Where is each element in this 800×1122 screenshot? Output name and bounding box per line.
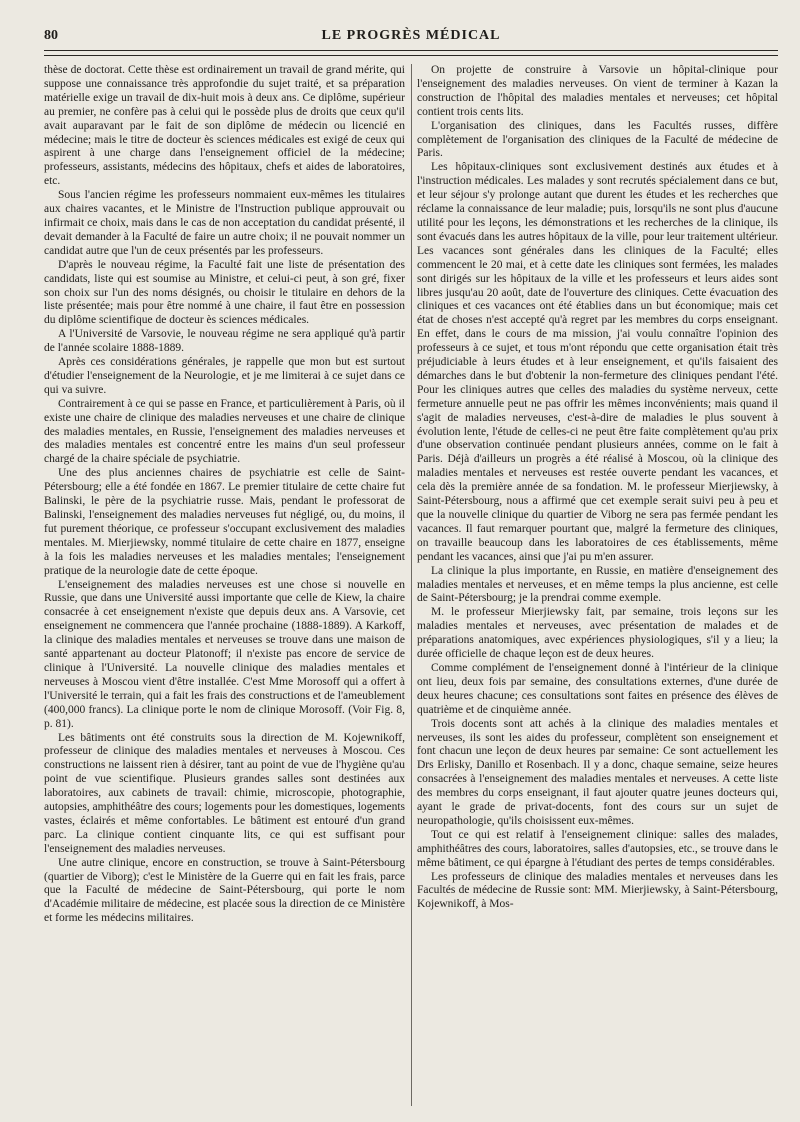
paragraph: A l'Université de Varsovie, le nouveau régime ne sera appliqué qu'à partir de l'année scolaire 1888-1889. [44,328,405,355]
paragraph: On projette de construire à Varsovie un hôpital-clinique pour l'enseignement des maladies nerveuses. On vient de terminer à Kazan la construction de l'hôpital des maladies mentales et nerveuses; cet hôpital contient trois cents lits. [417,64,778,118]
paragraph: Après ces considérations générales, je rappelle que mon but est surtout d'étudier l'enseignement de la Neurologie, et je me limiterai à ce sujet dans ce qui va suivre. [44,356,405,396]
text-columns [44,64,778,1106]
paragraph: M. le professeur Mierjiewsky fait, par semaine, trois leçons sur les maladies mentales et nerveuses, avec présentation de malades et de préparations anatomiques, avec expériences physiologiques, s'il y a lieu; la durée officielle de chaque leçon est de deux heures. [417,606,778,661]
paragraph: L'enseignement des maladies nerveuses est une chose si nouvelle en Russie, que dans une Université aussi importante que celle de Kiew, la chaire consacrée à cet enseignement n'existe que depuis deux ans. A Varsovie, cet enseignement ne commencera que l'année prochaine (1888-1889). A Karkoff, la clinique des maladies mentales et nerveuses se trouve dans une maison de santé appartenant au docteur Platonoff; il n'existe pas encore de service de clinique à l'Université. La nouvelle clinique des maladies mentales et nerveuses à Moscou vient d'être installée. C'est Mme Morosoff qui a offert à l'Université le terrain, qui a fait les frais des constructions et de l'ameublement (400,000 francs). La clinique porte le nom de clinique Morosoff. (Voir Fig. 8, p. 81). [44,578,405,730]
paragraph: Sous l'ancien régime les professeurs nommaient eux-mêmes les titulaires aux chaires vacantes, et le Ministre de l'Instruction publique approuvait ou infirmait ce choix, mais dans le cas de non acceptation du candidat présenté, il devait demander à la Faculté de faire un autre choix; il ne pouvait nommer un candidat autre que l'un de ceux présentés par les professeurs. [44,189,405,257]
paragraph: Trois docents sont att achés à la clinique des maladies mentales et nerveuses, ils sont les aides du professeur, complètent son enseignement et font chacun une leçon de deux heures par semaine: Ce sont actuellement les Drs Erlisky, Danillo et Rosenbach. Il y a donc, chaque semaine, seize heures consacrées à l'enseignement des maladies mentales et nerveuses. A cette liste des membres du corps enseignant, il faut ajouter quatre jeunes docteurs qui, ayant le grade de privat-docents, font des cours sur un sujet de neuropathologie, qu'ils choisissent eux-mêmes. [417,717,778,827]
page-number: 80 [44,28,58,43]
column-divider [411,64,412,1106]
journal-title: LE PROGRÈS MÉDICAL [321,28,501,43]
paragraph: Comme complément de l'enseignement donné à l'intérieur de la clinique ont lieu, deux fois par semaine, des consultations externes, d'une durée de deux heures chacune; ces consultations sont faites en présence des élèves de quatrième et de cinquième année. [417,661,778,716]
paragraph: Contrairement à ce qui se passe en France, et particulièrement à Paris, où il existe une chaire de clinique des maladies nerveuses et une chaire de clinique des maladies mentales, en Russie, l'enseignement des maladies nerveuses et des maladies mentales est concentré entre les mains d'un seul professeur chargé de la chaire spéciale de psychiatrie. [44,397,405,466]
paragraph: Les bâtiments ont été construits sous la direction de M. Kojewnikoff, professeur de clinique des maladies mentales et nerveuses à Moscou. Ces constructions ne laissent rien à désirer, tant au point de vue de l'hygiène qu'au point de vue scientifique. Plusieurs grandes salles sont destinées aux laboratoires, aux cabinets de travail: chimie, microscopie, photographie, autopsies, amphithéâtre des cours; logements pour les domestiques, logements vastes, éclairés et même confortables. Le bâtiment est entouré d'un grand parc. La clinique contient cinquante lits, ce qui est suffisant pour l'enseignement des maladies nerveuses. [44,731,405,855]
paragraph: L'organisation des cliniques, dans les Facultés russes, diffère complètement de l'organisation des cliniques de la Faculté de médecine de Paris. [417,119,778,160]
paragraph: Une des plus anciennes chaires de psychiatrie est celle de Saint-Pétersbourg; elle a été fondée en 1867. Le premier titulaire de cette chaire fut Balinski, le père de la psychiatrie russe. Mais, pendant le professorat de Balinski, l'enseignement des maladies nerveuses fut négligé, ou, du moins, il fut purement théorique, ce professeur s'occupant exclusivement des maladies mentales. M. Mierjiewsky, nommé titulaire de cette chaire en 1877, enseigne à la fois les maladies nerveuses et les maladies mentales; l'enseignement pratique de la neurologie date de cette époque. [44,467,405,577]
paragraph: D'après le nouveau régime, la Faculté fait une liste de présentation des candidats, liste qui est soumise au Ministre, et celui-ci peut, à son gré, fixer son choix sur l'un des noms désignés, ou choisir le titulaire en dehors de la liste présentée; mais pour être nommé à une chaire, il faut être en possession du diplôme scientifique de docteur ès sciences médicales. [44,258,405,327]
left-column [44,64,405,1106]
right-column [417,64,778,1106]
paragraph: La clinique la plus importante, en Russie, en matière d'enseignement des maladies mentales et nerveuses, et en même temps la plus ancienne, est celle de Saint-Pétersbourg; je la prendrai comme exemple. [417,564,778,605]
paragraph: thèse de doctorat. Cette thèse est ordinairement un travail de grand mérite, qui suppose une connaissance très approfondie du sujet traité, et sa préparation matérielle exige un travail de dix-huit mois à deux ans. Ce diplôme, supérieur au premier, ne confère pas à celui qui le possède plus de droits que ceux qu'il avait auparavant par le fait de son diplôme de médecin ou licencié en médecine; mais le titre de docteur ès sciences médicales est exigé de ceux qui aspirent à une charge dans l'enseignement officiel de la médecine; professeurs, assistants, médecins des hôpitaux, chefs et aides de laboratoires, etc. [44,64,405,188]
paragraph: Les hôpitaux-cliniques sont exclusivement destinés aux études et à l'instruction médicales. Les malades y sont recrutés spécialement dans ce but, et leur séjour s'y prolonge autant que durent les études et les recherches que réclame la connaissance de leur maladie; puis, lorsqu'ils ne sont plus d'aucune utilité pour les leçons, les démonstrations et les recherches de la clinique, ils sont évacués dans les autres hôpitaux de la ville, pour leur traitement ultérieur. Les vacances sont générales dans les cliniques de la Faculté; elles commencent le 20 mai, et à cette date les cliniques sont fermées, les malades sont dirigés sur les hôpitaux de la ville et les professeurs et leurs aides sont libres jusqu'au 20 août, date de l'ouverture des cliniques. Cette évacuation des cliniques et ces vacances ont été établies dans un but économique; mais cet état de choses n'est accepté qu'à regret par les membres du corps enseignant. En effet, dans le cours de ma mission, j'ai voulu connaître l'opinion des professeurs à ce sujet, et tous m'ont répondu que cette organisation était très préjudiciable à leurs études et à leur enseignement, et qu'ils faisaient des démarches dans le but d'obtenir la non-fermeture des cliniques pendant l'été. Pour les cliniques autres que celles des maladies du système nerveux, cette fermeture annuelle peut ne pas offrir les mêmes inconvénients; mais quand il s'agit de maladies nerveuses, c'est-à-dire de maladies le plus souvent à évolution lente, l'étude de celles-ci ne peut être faite complètement qu'au prix d'une observation continuée pendant plusieurs années, comme on le fait à Paris. Déjà d'ailleurs un progrès a été réalisé à Moscou, où la clinique des maladies mentales et nerveuses est restée ouverte pendant les vacances, et cela dès la première année de sa fondation. M. le professeur Mierjiewsky, à Saint-Pétersbourg, nous a affirmé que cet exemple serait suivi peu à peu et que la nouvelle clinique du quartier de Viborg ne sera pas fermée pendant les vacances. Il faut remarquer pourtant que, malgré la fermeture des cliniques, on travaille beaucoup dans les laboratoires de ces établissements, même pendant les vacances, ainsi que j'ai pu m'en assurer. [417,161,778,563]
page-header [44,26,778,48]
header-rule [44,50,778,56]
paragraph: Tout ce qui est relatif à l'enseignement clinique: salles des malades, amphithéâtres des cours, laboratoires, salles d'autopsies, etc., se trouve dans le même bâtiment, ce qui épargne à l'étudiant des pertes de temps considérables. [417,828,778,869]
paragraph: Les professeurs de clinique des maladies mentales et nerveuses dans les Facultés de médecine de Russie sont: MM. Mierjiewsky, à Saint-Pétersbourg, Kojewnikoff, à Mos- [417,870,778,911]
paragraph: Une autre clinique, encore en construction, se trouve à Saint-Pétersbourg (quartier de Viborg); c'est le Ministère de la Guerre qui en fait les frais, parce que la Faculté de médecine de Saint-Pétersbourg, qui porte le nom d'Académie militaire de médecine, est placée sous la direction de ce Ministère et forme les médecins militaires. [44,856,405,925]
